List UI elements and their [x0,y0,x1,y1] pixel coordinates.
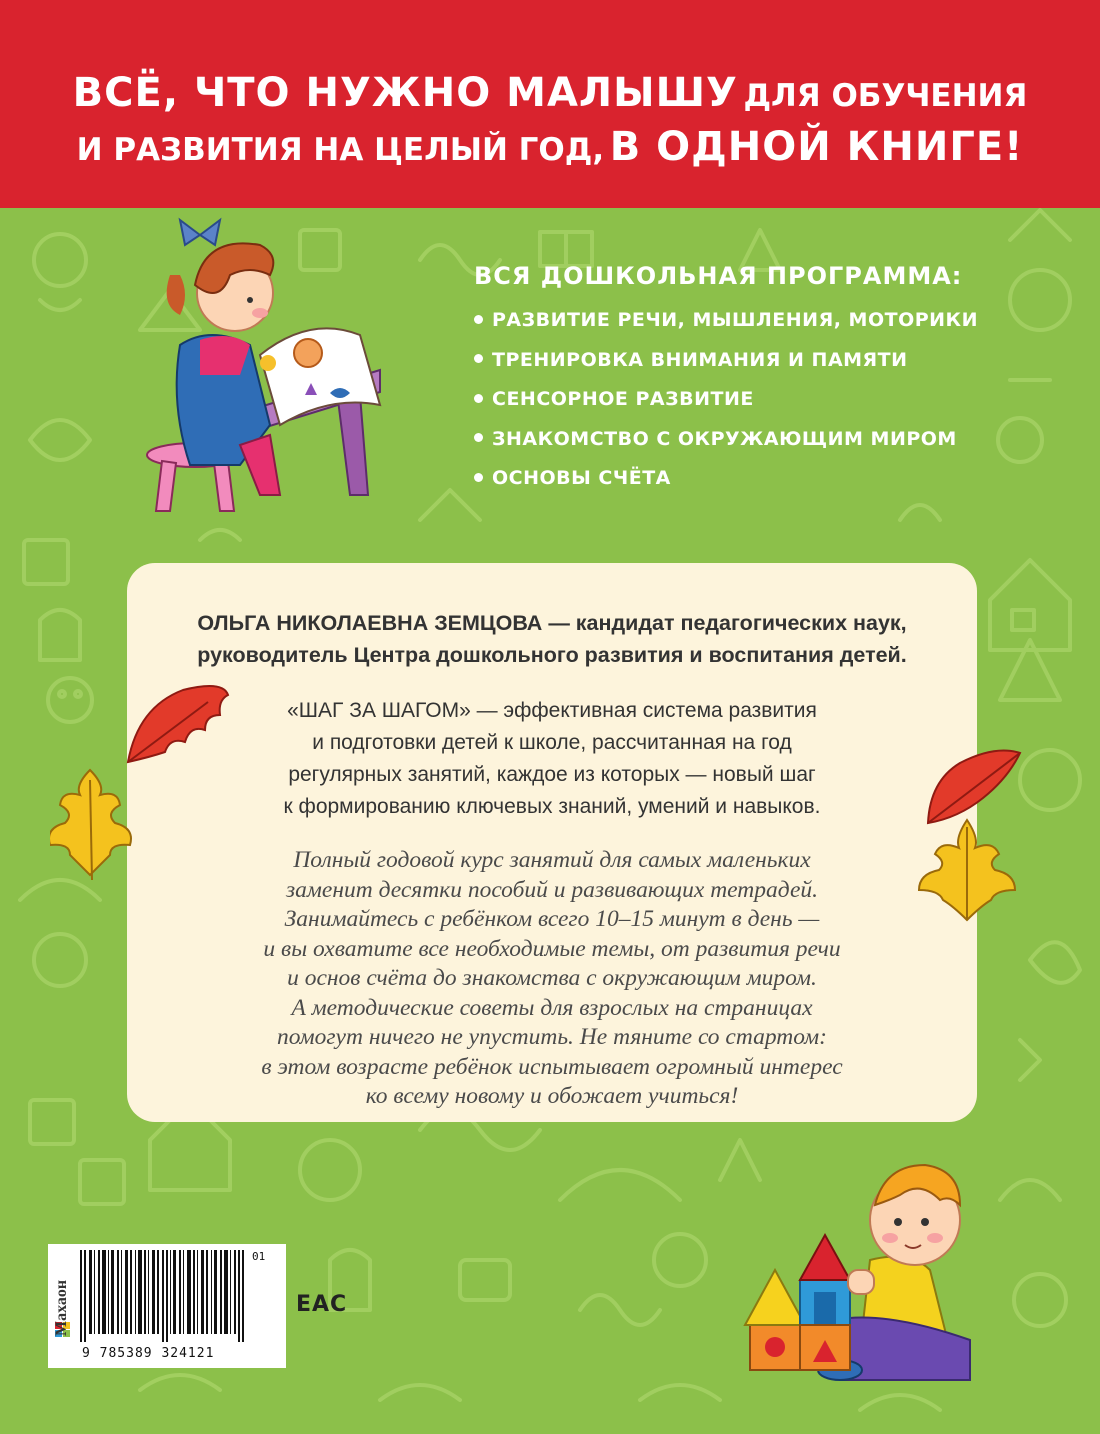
headline-text: И РАЗВИТИЯ НА ЦЕЛЫЙ ГОД, [76,132,605,168]
program-item-label: ЗНАКОМСТВО С ОКРУЖАЮЩИМ МИРОМ [492,427,957,450]
promo-line: А методические советы для взрослых на страницах [291,994,813,1021]
program-list [470,262,990,505]
program-item [470,426,990,466]
description-line: и подготовки детей к школе, рассчитанная на год [312,731,792,754]
headline-text: ДЛЯ ОБУЧЕНИЯ [743,78,1028,114]
description-line: к формированию ключевых знаний, умений и навыков. [283,795,821,818]
author-line [127,607,977,639]
promo-line: Занимайтесь с ребёнком всего 10–15 минут в день — [284,906,820,932]
program-item [470,307,990,347]
program-title: ВСЯ ДОШКОЛЬНАЯ ПРОГРАММА: [474,262,963,290]
series-description [127,695,977,823]
author-bio [127,607,977,671]
promo-line: заменит десятки пособий и развивающих тетрадей. [285,876,818,903]
info-card [127,563,977,1122]
promo-line: ко всему новому и обожает учиться! [365,1083,739,1109]
girl-reading-illustration [140,215,400,520]
red-leaf-illustration [120,680,230,770]
author-name: ОЛЬГА НИКОЛАЕВНА ЗЕМЦОВА [197,611,543,635]
promo-line: Полный годовой курс занятий для самых маленьких [293,847,811,873]
publisher-name: Махаон [53,1279,70,1336]
header-banner [0,0,1100,208]
bullet-icon [474,354,483,363]
headline-line-2 [0,124,1100,170]
yellow-leaf-illustration [915,815,1020,925]
isbn-number: 9 785389 324121 [82,1346,215,1361]
bullet-icon [474,394,483,403]
bullet-icon [474,433,483,442]
author-title: — кандидат педагогических наук, [542,611,907,635]
barcode-addon: 01 [252,1250,266,1263]
program-item-label: СЕНСОРНОЕ РАЗВИТИЕ [492,388,754,410]
promo-line: и вы охватите все необходимые темы, от развития речи [263,935,841,962]
description-line: регулярных занятий, каждое из которых — новый шаг [288,763,816,786]
promo-text [127,846,977,1112]
program-item-label: ОСНОВЫ СЧЁТА [492,467,671,489]
promo-line: и основ счёта до знакомства с окружающим миром. [287,965,817,991]
headline-line-1 [0,70,1100,116]
boy-with-blocks-illustration [740,1150,980,1390]
author-line: руководитель Центра дошкольного развития и воспитания детей. [197,643,907,667]
promo-line: помогут ничего не упустить. Не тяните со стартом: [277,1024,827,1050]
program-item [470,386,990,426]
eac-certification-mark: EAC [296,1292,348,1317]
bullet-icon [474,473,483,482]
headline-emphasis: ВСЁ, ЧТО НУЖНО МАЛЫШУ [72,70,738,116]
program-item-label: РАЗВИТИЕ РЕЧИ, МЫШЛЕНИЯ, МОТОРИКИ [492,309,978,331]
headline-emphasis: В ОДНОЙ КНИГЕ! [609,124,1024,170]
bullet-icon [474,315,483,324]
program-item-label: ТРЕНИРОВКА ВНИМАНИЯ И ПАМЯТИ [492,348,908,371]
yellow-leaf-illustration [50,765,135,885]
promo-line: в этом возрасте ребёнок испытывает огромный интерес [261,1053,843,1080]
program-item [470,465,990,505]
barcode-graphic [80,1250,252,1342]
program-item [470,347,990,387]
description-line: «ШАГ ЗА ШАГОМ» — эффективная система развития [287,699,817,722]
